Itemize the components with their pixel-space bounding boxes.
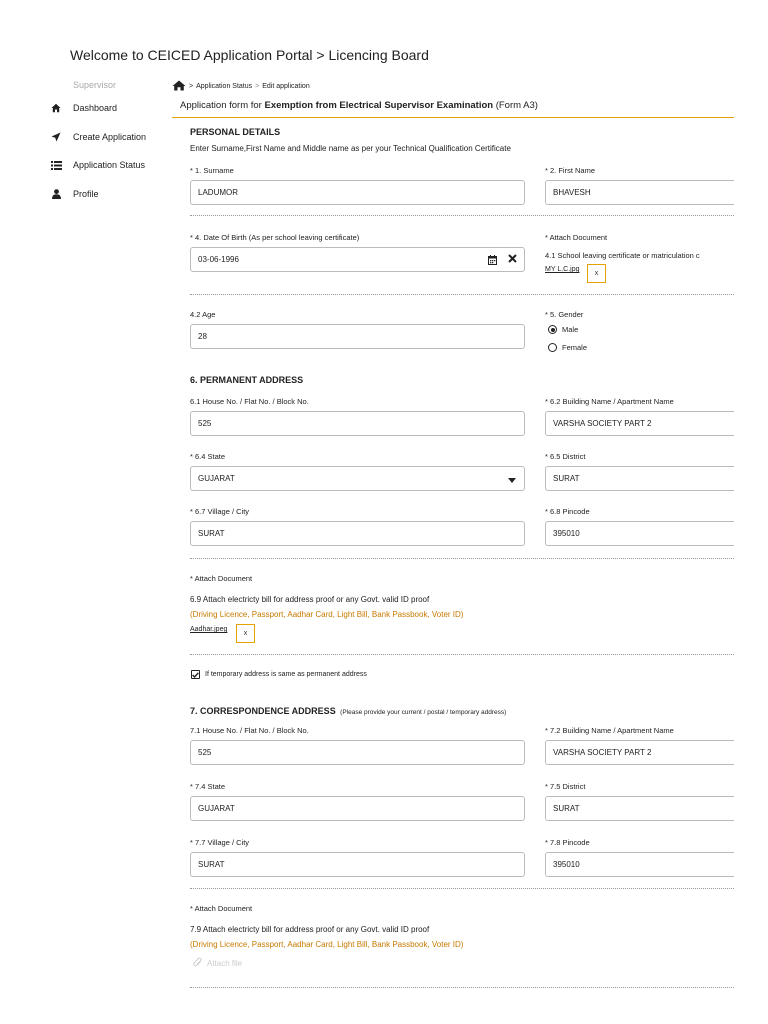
breadcrumb-separator: > [189,83,194,90]
sidebar-item-dashboard[interactable] [0,98,170,118]
corr-district-label: * 7.5 District [545,782,586,791]
sidebar-item-label: Create Application [73,132,147,142]
perm-district-label: * 6.5 District [545,452,586,461]
sidebar-item-label: Profile [73,189,99,199]
corr-attach-examples: (Driving Licence, Passport, Aadhar Card, Light Bill, Bank Passbook, Voter ID) [190,940,464,949]
dob-attached-file-link[interactable]: MY L.C.jpg [545,266,580,273]
corr-pincode-label: * 7.8 Pincode [545,838,590,847]
breadcrumb [172,80,310,93]
calendar-icon[interactable] [488,255,497,267]
form-heading-prefix: Application form for [180,100,262,111]
permanent-address-title: 6. PERMANENT ADDRESS [190,375,304,385]
attach-file-label: Attach file [207,958,243,968]
perm-building-label: * 6.2 Building Name / Apartment Name [545,397,674,406]
form-heading-suffix: (Form A3) [495,100,538,111]
perm-attach-label: * Attach Document [190,574,253,583]
gender-label: * 5. Gender [545,310,584,319]
perm-pincode-label: * 6.8 Pincode [545,507,590,516]
correspondence-address-title: 7. CORRESPONDENCE ADDRESS [190,706,336,716]
corr-state-input[interactable]: GUJARAT [190,796,525,821]
perm-attach-examples: (Driving Licence, Passport, Aadhar Card, Light Bill, Bank Passbook, Voter ID) [190,610,464,619]
radio-selected-icon [548,325,557,334]
surname-label: * 1. Surname [190,166,234,175]
correspondence-title-row [190,701,506,719]
form-heading [180,100,538,111]
form-heading-title: Exemption from Electrical Supervisor Examination [264,100,494,111]
sidebar-item-label: Application Status [73,160,146,170]
perm-district-input[interactable]: SURAT [545,466,734,491]
dob-attach-description: 4.1 School leaving certificate or matriculation c [545,251,700,260]
correspondence-title-note: (Please provide your current / postal / temporary address) [340,709,507,716]
perm-state-value: GUJARAT [198,474,235,483]
send-icon [50,131,62,143]
same-address-checkbox[interactable] [191,670,367,679]
age-input[interactable]: 28 [190,324,525,349]
heading-divider [172,117,734,118]
same-address-label: If temporary address is same as permanent address [205,671,367,678]
clear-date-icon[interactable] [508,254,517,265]
paperclip-icon [193,957,203,969]
corr-state-label: * 7.4 State [190,782,226,791]
surname-input[interactable]: LADUMOR [190,180,525,205]
home-icon [50,102,62,114]
age-label: 4.2 Age [190,310,216,319]
divider [190,987,734,988]
breadcrumb-application-status[interactable]: Application Status [196,83,253,90]
corr-house-label: 7.1 House No. / Flat No. / Block No. [190,726,309,735]
sidebar-role: Supervisor [73,80,117,90]
perm-state-select[interactable] [190,466,525,491]
radio-empty-icon [548,343,557,352]
corr-attach-description: 7.9 Attach electricty bill for address proof or any Govt. valid ID proof [190,925,430,934]
dob-input[interactable] [190,247,525,272]
breadcrumb-separator: > [255,83,260,90]
gender-female-radio[interactable] [548,343,587,352]
sidebar-item-label: Dashboard [73,103,118,113]
corr-district-input[interactable]: SURAT [545,796,734,821]
perm-city-label: * 6.7 Village / City [190,507,250,516]
first-name-input[interactable]: BHAVESH [545,180,734,205]
remove-file-button[interactable]: x [587,264,606,283]
breadcrumb-edit-application: Edit application [262,83,310,90]
perm-pincode-input[interactable]: 395010 [545,521,734,546]
corr-attach-label: * Attach Document [190,904,253,913]
divider [190,654,734,655]
corr-house-input[interactable]: 525 [190,740,525,765]
divider [190,294,734,295]
sidebar [0,78,170,218]
first-name-label: * 2. First Name [545,166,596,175]
attach-file-button[interactable] [193,957,242,969]
checkbox-checked-icon [191,670,200,679]
gender-male-label: Male [562,325,579,334]
corr-city-input[interactable]: SURAT [190,852,525,877]
corr-building-input[interactable]: VARSHA SOCIETY PART 2 [545,740,734,765]
corr-pincode-input[interactable]: 395010 [545,852,734,877]
perm-building-input[interactable]: VARSHA SOCIETY PART 2 [545,411,734,436]
perm-city-input[interactable]: SURAT [190,521,525,546]
sidebar-item-create-application[interactable] [0,127,170,147]
list-icon [50,159,62,171]
perm-house-input[interactable]: 525 [190,411,525,436]
gender-male-radio[interactable] [548,325,578,334]
remove-file-button[interactable]: x [236,624,255,643]
divider [190,558,734,559]
corr-city-label: * 7.7 Village / City [190,838,250,847]
sidebar-item-profile[interactable] [0,184,170,204]
user-icon [50,188,62,200]
personal-details-hint: Enter Surname,First Name and Middle name as per your Technical Qualification Certificate [190,144,511,153]
page-header-title: Welcome to CEICED Application Portal > Licencing Board [70,47,429,63]
dob-attach-label: * Attach Document [545,233,608,242]
caret-down-icon [508,476,516,485]
sidebar-item-application-status[interactable] [0,155,170,175]
perm-house-label: 6.1 House No. / Flat No. / Block No. [190,397,309,406]
dob-label: * 4. Date Of Birth (As per school leaving certificate) [190,233,360,242]
perm-attached-file-link[interactable]: Aadhar.jpeg [190,626,228,633]
perm-state-label: * 6.4 State [190,452,226,461]
divider [190,215,734,216]
home-icon[interactable] [172,80,186,93]
corr-building-label: * 7.2 Building Name / Apartment Name [545,726,674,735]
perm-attach-description: 6.9 Attach electricty bill for address proof or any Govt. valid ID proof [190,595,430,604]
gender-female-label: Female [562,343,588,352]
personal-details-title: PERSONAL DETAILS [190,127,281,137]
divider [190,888,734,889]
dob-value: 03-06-1996 [198,255,239,264]
